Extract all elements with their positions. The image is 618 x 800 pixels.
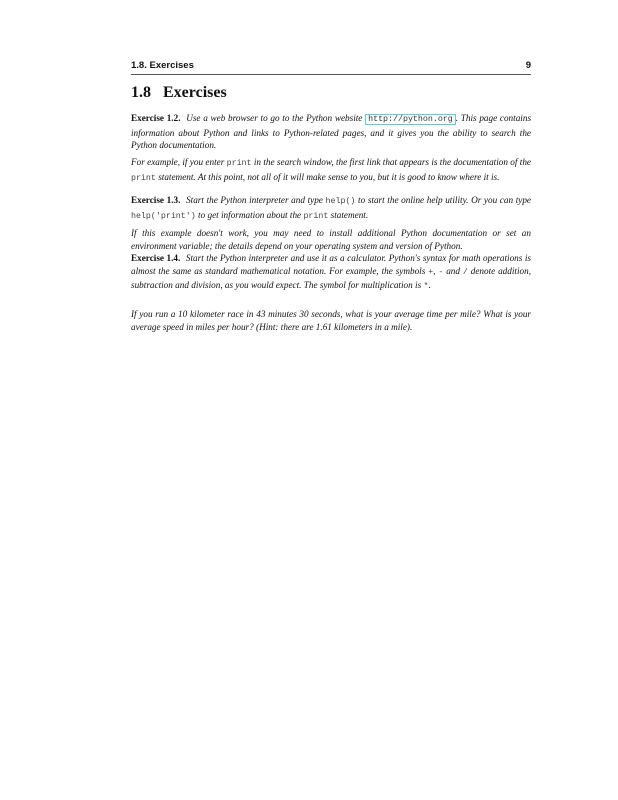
paragraph-race-question [131, 308, 531, 333]
paragraph-text: For example, if you enter [131, 157, 225, 167]
code-multiply: * [423, 282, 429, 291]
exercise-text: denote addition, subtraction and division, as you would expect. The symbol for multiplication is [131, 265, 532, 290]
header-page-number: 9 [525, 60, 531, 71]
paragraph-print-example [131, 156, 531, 185]
exercise-text: statement. [330, 209, 369, 220]
paragraph-text: If you run a 10 kilometer race in 43 minutes 30 seconds, what is your average time per mile? What is your average speed in miles per hour? (Hint: there are 1.61 kilometers in a mile). [131, 309, 531, 332]
code-help: help() [325, 197, 356, 206]
exercise-label: Exercise 1.3. [131, 195, 181, 205]
code-plus: + [428, 267, 434, 277]
code-help-print: help('print') [131, 211, 196, 221]
exercise-1-2 [131, 112, 531, 152]
code-minus: - [438, 267, 444, 277]
section-title [131, 83, 227, 103]
running-header [131, 60, 531, 75]
paragraph-text: in the search window, the first link that appears is the documentation of the [253, 157, 532, 167]
exercise-text: . [428, 280, 431, 290]
exercise-text: to start the online help utility. Or you can type [358, 195, 532, 205]
section-title-text: Exercises [163, 84, 227, 101]
exercise-text: to get information about the [198, 209, 302, 220]
code-divide: / [462, 267, 468, 277]
code-print: print [131, 173, 156, 183]
python-website-link[interactable]: http://python.org [365, 114, 456, 125]
exercise-text: , [433, 265, 436, 276]
exercise-1-3 [131, 194, 531, 223]
code-print: print [303, 211, 329, 221]
paragraph-text: statement. At this point, not all of it will make sense to you, but it is good to know where it is. [158, 171, 500, 182]
exercise-text: Use a web browser to go to the Python website [186, 113, 363, 123]
exercise-text: Start the Python interpreter and use it as a calculator. Python's syntax for math operations is almost the same as standard mathematical notation. For example, the symbols [131, 253, 532, 276]
exercise-text: . This page contains information about Python and links to Python-related pages, and it gives you the ability to search the Python documentation. [131, 113, 532, 150]
header-section: 1.8. Exercises [131, 60, 194, 71]
paragraph-text: If this example doesn't work, you may need to install additional Python documentation or set an environment variable; the details depend on your operating system and version of Python. [131, 228, 531, 251]
code-print: print [226, 159, 252, 168]
exercise-text: Start the Python interpreter and type [186, 195, 323, 205]
exercise-text: and [446, 265, 460, 276]
section-number: 1.8 [131, 84, 151, 101]
exercise-label: Exercise 1.4. [131, 253, 181, 263]
exercise-1-4 [131, 252, 531, 294]
paragraph-documentation-note [131, 227, 531, 252]
exercise-label: Exercise 1.2. [131, 113, 181, 123]
